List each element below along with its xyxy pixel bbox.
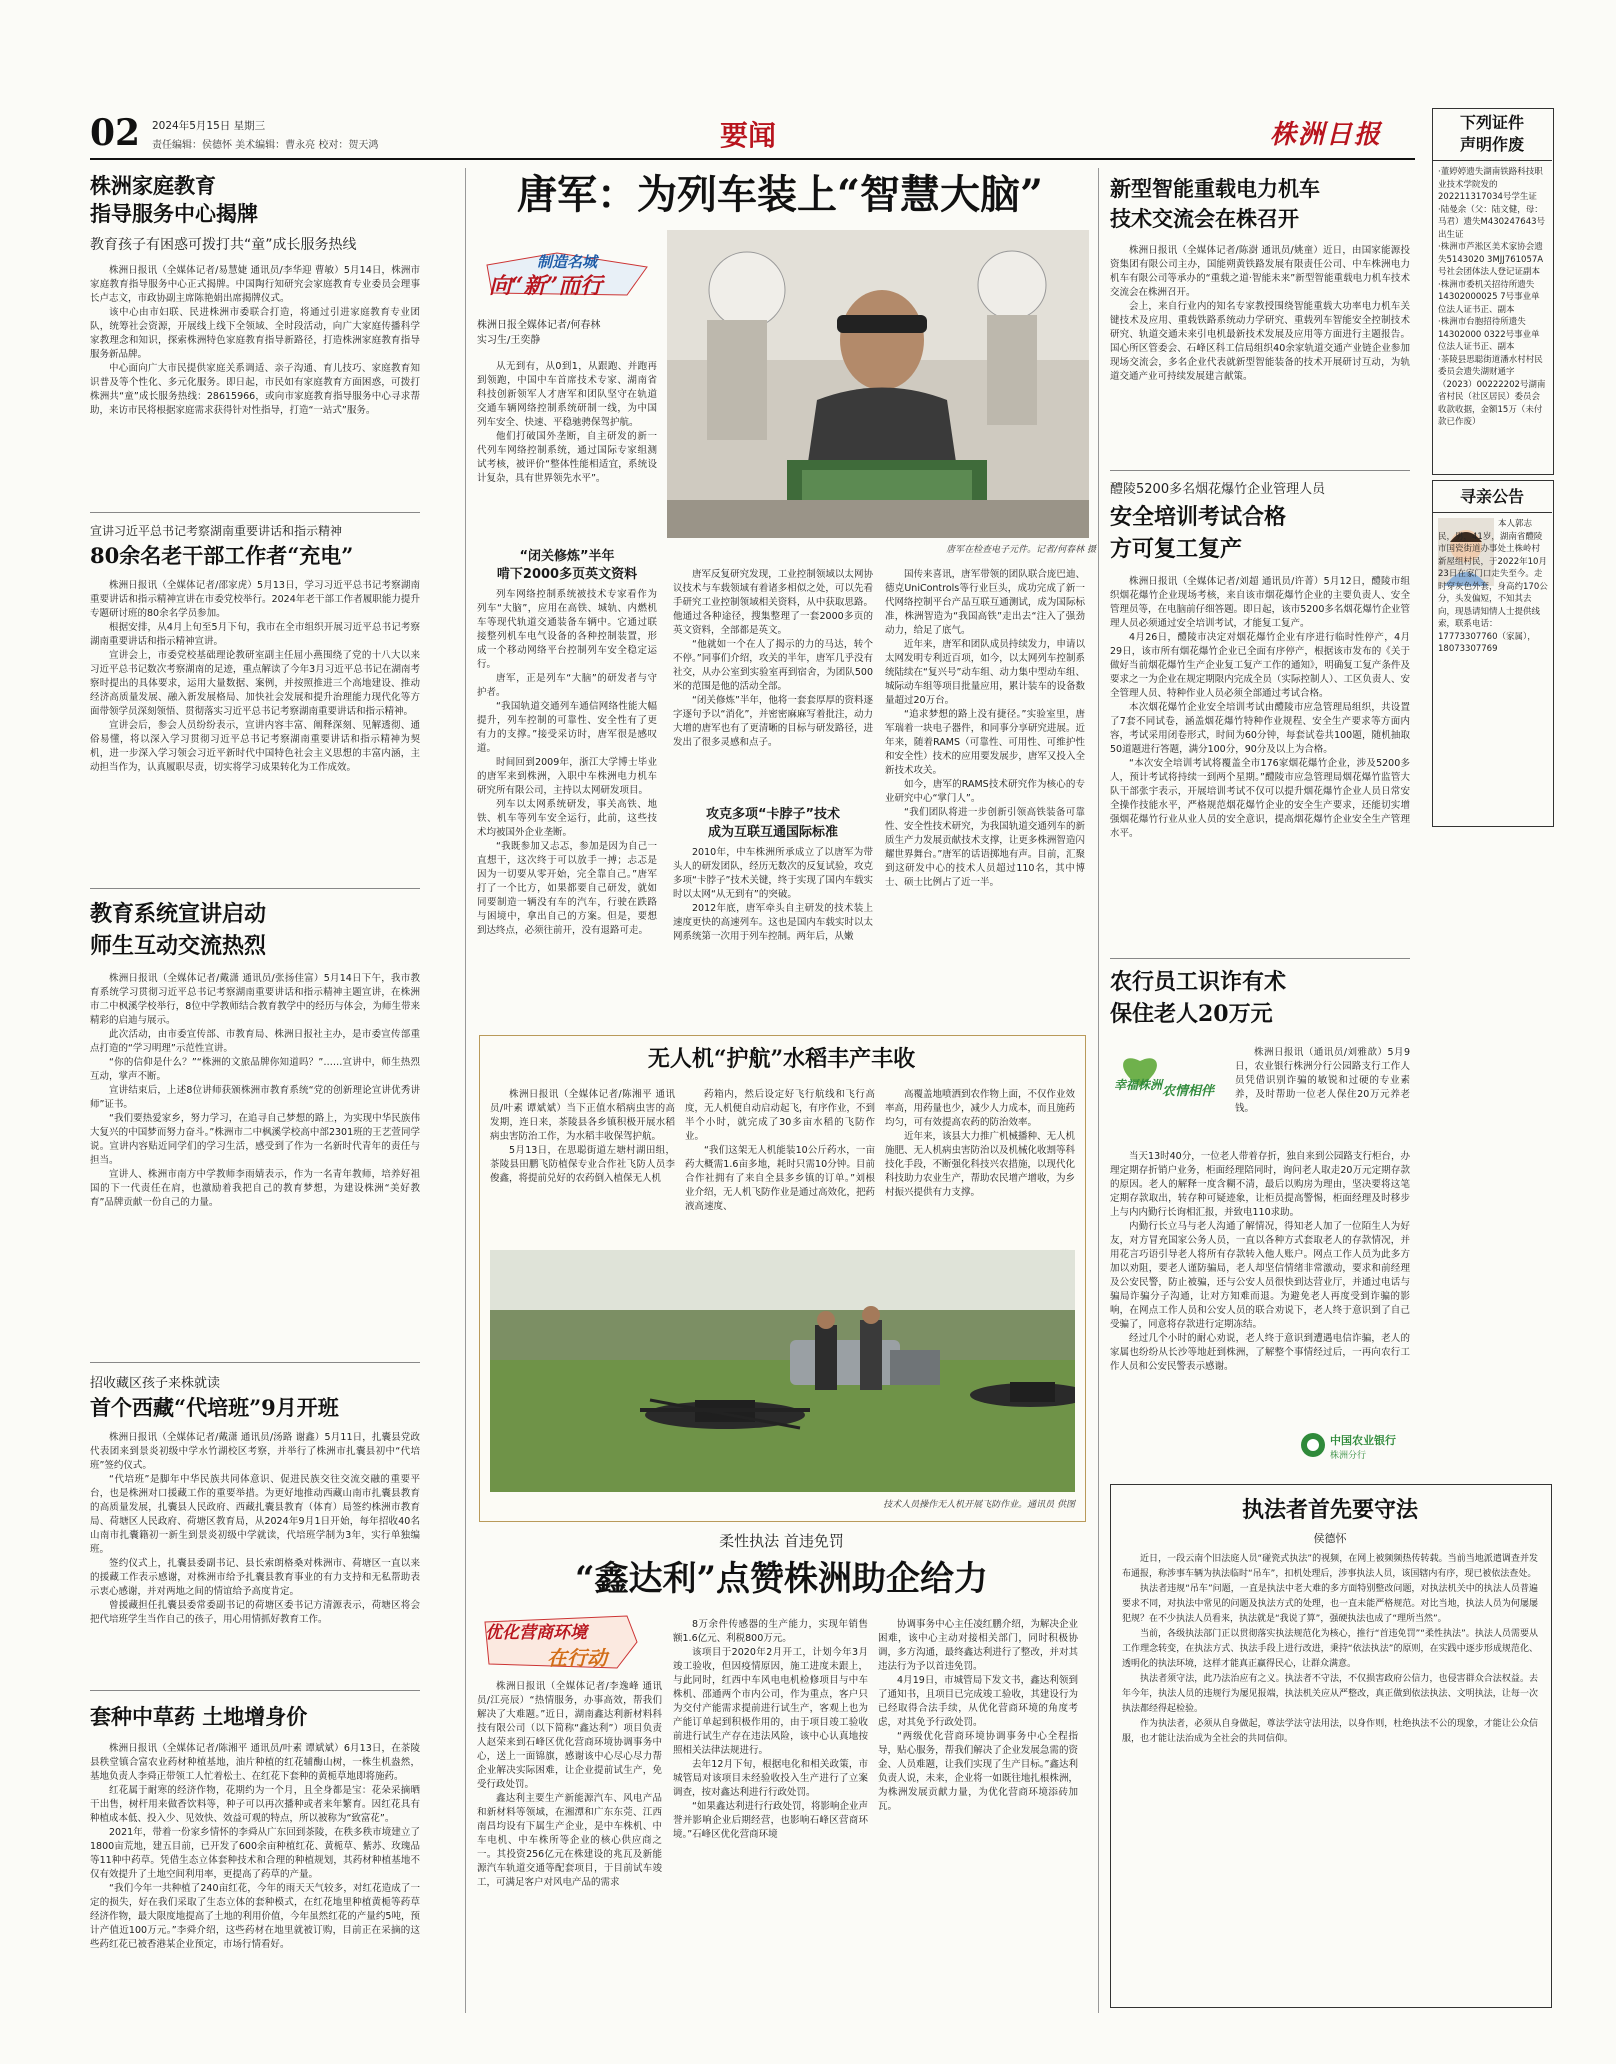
badge-line2: 向“新”而行 [489, 273, 603, 299]
article-body: 株洲日报讯（全媒体记者/戴潇 通讯员/张扬佳富）5月14日下午，我市教育系统学习贯彻习近平总书记考察湖南重要讲话和指示精神主题宣讲，在株洲市二中枫溪学校举行，8位中学教师结合教育教学中的经历与体会，为师生带来精彩的启迪与展示。 此次活动，由市委宣传部、市教育局、株洲日报社主办，是市委宣传部重点打造的“学习明理”示范性宣讲。 “你的信仰是什么？”“株洲的文旅品牌你知道吗？”……宣讲中，师生热烈互动，掌声不断。 宣讲结束后，上述8位讲师获颁株洲市教育系统“党的创新理论宣讲优秀讲师”证书。 “我们要热爱家乡，努力学习，在追寻自己梦想的路上，为实现中华民族伟大复兴的中国梦而努力奋斗。”株洲市二中枫溪学校高中部2301班的王艺萱同学说。宣讲内容贴近同学们的学习生活，感受到了作为一名新时代青年的责任与担当。 宣讲人、株洲市南方中学教师李雨婧表示，作为一名青年教师，培养好祖国的下一代责任在肩，也激励着我把自己的教育梦想，为建设株洲“美好教育”品牌贡献一份自己的力量。 [90, 973, 420, 1208]
notice-title: 下列证件 [1459, 113, 1524, 132]
headline: 套种中草药 土地增身价 [90, 1704, 308, 1729]
headline-line2: 技术交流会在株召开 [1110, 206, 1299, 231]
lead-headline: 唐军：为列车装上“智慧大脑” [516, 171, 1043, 218]
header-rule [90, 158, 1415, 160]
commentary-author: 侯德怀 [1313, 1532, 1347, 1545]
article-tibet-class [90, 1372, 420, 1681]
xindali-kicker: 柔性执法 首违免罚 [719, 1532, 844, 1550]
missing-person-text: 本人郭志民，男，41岁，湖南省醴陵市国瓷街道办事处土株岭村新屋组村民，于2022年10月23日在家门口走失至今。走时穿灰色外套，身高约170公分，头发偏短，不知其去向，现恳请知情人士提供线索，联系电话：17773307760（家属），18073307769 [1438, 519, 1548, 654]
article-body: 株洲日报讯（全媒体记者/陈湘平 通讯员/叶素 谭斌斌）6月13日，在茶陵县秩堂镇合富农业药材种植基地，油片种植的红花辅酶山树，一株生机盎然，基地负责人李舜正带领工人忙着松土、在红花下套种的黄栀草地即将施药。 红花属于耐寒的经济作物，花期约为一个月，且全身都是宝：花朵采摘晒干出售，树杆用来做香饮料等，种子可以再次播种或者来年繁育。因红花具有种植成本低、投入少、见效快、效益可观的特点，所以被称为“致富花”。 2021年，带着一份家乡情怀的李舜从广东回到茶陵，在秩多秩市境建立了1800亩荒地，建五目前，已开发了600余亩种植红花、黄栀草、紫苏、玫瑰品等11种中药草。凭借生态立体套种技术和合理的种植规划，其药材种植基地不仅有效提升了土地空间利用率，更提高了药草的产量。 “我们今年一共种植了240亩红花，今年的雨天天气较多，对红花造成了一定的损失，好在我们采取了生态立体的套种模式，在红花地里种植黄栀等药草经济作物，最大限度地提高了土地的利用价值，今年虽然红花的产量约5吨，预计产值近100万元。”李舜介绍，这些药材在地里就被订购，目前正在采摘的这些药红花已被香港某企业预定，市场行情看好。 [90, 1743, 420, 1950]
headline: 株洲家庭教育 [90, 173, 216, 198]
headline: 首个西藏“代培班”9月开班 [90, 1395, 339, 1420]
engineer-lab-image [667, 230, 1089, 538]
list-item: ·陆曼余（父：陆文健，母：马君）遗失M430247643号出生证 [1438, 204, 1546, 240]
missing-person-title: 寻亲公告 [1459, 487, 1524, 506]
article-body: 株洲日报讯（全媒体记者/易慧婕 通讯员/李华迎 曹敏）5月14日，株洲市家庭教育指导服务中心正式揭牌。中国陶行知研究会家庭教育专业委员会理事长卢志文，市政协副主席陈艳娟出席揭牌仪式。 该中心由市妇联、民进株洲市委联合打造，将通过引进家庭教育专业团队，统筹社会资源，开展线上线下全领域、全时段活动，向广大家庭传播科学家教理念和知识，探索株洲特色家庭教育指导新路径，打造株洲家庭教育指导服务新品牌。 中心面向广大市民提供家庭关系调适、亲子沟通、育儿技巧、家庭教育知识普及等个性化、多元化服务。即日起，市民如有家庭教育方面困惑，可拨打株洲共“童”成长服务热线：28615966，或向市家庭教育指导服务中心寻求帮助，来访市民将根据家庭需求获得针对性指导，打造“一站式”服务。 [90, 265, 420, 416]
drone-col2: 药箱内，然后设定好飞行航线和飞行高度，无人机便自动启动起飞，有序作业，不到半个小时，就完成了30多亩水稻的飞防作业。 “我们这架无人机能装10公斤药水，一亩药大概需1.6亩多地，耗时只需10分钟。目前合作社拥有了来自全县多乡镇的订单。”刘根业介绍，无人机飞防作业是通过高效化，把药液高速度、 [685, 1089, 875, 1212]
column-rule [465, 168, 466, 2013]
headline: 教育系统宣讲启动 [90, 901, 267, 927]
article-body: 株洲日报讯（全媒体记者/邵家虎）5月13日，学习习近平总书记考察湖南重要讲话和指示精神宣讲在市委党校举行。2024年老干部工作者履职能力提升专题研讨班的80余名学员参加。 根据安排，从4月上旬至5月下旬，我市在全市组织开展习近平总书记考察湖南重要讲话和指示精神宣讲。 宣讲会上，市委党校基础理论教研室副主任屈小燕围绕了党的十八大以来习近平总书记数次考察湖南的足迹，重点解读了今年3月习近平总书记在湖南考察时提出的具体要求，运用大量数据、案例，并按照推进三个高地建设、推动经济高质量发展、融入新发展格局、加快社会发展和提升治理能力现代化等方面带领学员深刻领悟、贯彻落实习近平总书记考察湖南重要讲话和指示精神。 宣讲会后，参会人员纷纷表示，宣讲内容丰富、阐释深刻、见解透彻、通俗易懂，将以深入学习贯彻习近平总书记考察湖南重要讲话和指示精神为契机，进一步深入学习领会习近平新时代中国特色社会主义思想的丰富内涵，主动担当作为，认真履职尽责，切实将学习成果转化为工作成效。 [90, 580, 420, 773]
issue-date: 2024年5月15日 星期三 [152, 120, 266, 132]
headline-line2: 指导服务中心揭牌 [90, 201, 258, 226]
column-rule [1098, 168, 1099, 2013]
drone-field-image [490, 1250, 1075, 1492]
list-item: ·株洲市台胞招待所遗失14302000 0322号事业单位法人证书正、副本 [1438, 317, 1540, 352]
commentary-headline: 执法者首先要守法 [1241, 1497, 1418, 1523]
badge-line2: 在行动 [547, 1646, 607, 1670]
headline-line2: 师生互动交流热烈 [90, 933, 267, 959]
divider [90, 512, 420, 513]
list-item: ·株洲市委机关招待所遗失14302000025 7号事业单位法人证书正、副本 [1438, 279, 1540, 315]
article-body: 株洲日报讯（全媒体记者/刘超 通讯员/许菁）5月12日，醴陵市组织烟花爆竹企业现场考核，来自该市烟花爆竹企业的主要负责人、安全管理员等，在电脑前仔细答题。即日起，该市5200多名烟花爆竹企业管理人员必须通过安全培训考试，才能复工复产。 4月26日，醴陵市决定对烟花爆竹企业有序进行临时性停产，4月29日，该市所有烟花爆竹企业已全面有序停产，根据该市发布的《关于做好当前烟花爆竹生产企业复工复产工作的通知》，明确复工复产条件及要求之一为企业在规定期限内完成全员（实际控制人）、工区负责人、安全管理人员、特种作业人员必须全部通过考试合格。 本次烟花爆竹企业安全培训考试由醴陵市应急管理局组织，共设置了7套不同试卷，涵盖烟花爆竹特种作业规程、安全生产要求等方面内容，考试采用闭卷形式，时间为60分钟，每套试卷共100题，随机抽取50道题进行答题，满分100分，90分及以上为合格。 “本次安全培训考试将覆盖全市176家烟花爆竹企业，涉及5200多人，预计考试将持续一到两个星期。”醴陵市应急管理局烟花爆竹监管大队干部张宇表示，开展培训考试不仅可以提升烟花爆竹企业人员日常安全操作技能水平，严格规范烟花爆竹企业的安全生产要求，还能切实增强烟花爆竹行业从业人员的安全意识，提高烟花爆竹企业安全生产管理水平。 [1110, 576, 1410, 839]
bank-lead-text: 株洲日报讯（通讯员/刘雅歆）5月9日，农业银行株洲分行公园路支行工作人员凭借识别诈骗的敏锐和过硬的专业素养，及时帮助一位老人保住20万元养老钱。 [1235, 1047, 1410, 1114]
commentary-body: 近日，一段云南个旧法庭人员“碰瓷式执法”的视频，在网上被频频热传转载。当前当地派遣调查并发布通报，称涉事车辆为执法临时“吊车”，扣机处理后，涉事执法人员，该国辖内有序，现已被依法查处。 执法者违规“吊车”问题，一直是执法中老大难的多方面特别整改问题，对执法机关中的执法人员普遍要求不同，对执法中常见的问题及执法方式的处理，也一直未能严格规范。对比当地，执法人员为何屡屡犯规？在不少执法人员看来，执法就是“我说了算”，强硬执法也成了“理所当然”。 当前，各级执法部门正以贯彻落实执法规范化为核心，推行“首违免罚”“柔性执法”。执法人员需要从工作理念转变，在执法方式、执法手段上进行改进，秉持“依法执法”的原则，在实践中逐步形成规范化、透明化的执法环境，这样才能真正赢得民心，让群众满意。 执法者须守法，此乃法治应有之义。执法者不守法，不仅损害政府公信力，也侵害群众合法权益。去年今年，执法人员的违规行为屡见报端，执法机关应从严整改，真正做到依法执法、文明执法，让每一次执法都经得起检验。 作为执法者，必须从自身做起，尊法学法守法用法，以身作则，杜绝执法不公的现象，才能让公众信服，也才能让法治成为全社会的共同信仰。 [1122, 1554, 1538, 1744]
kicker: 宣讲习近平总书记考察湖南重要讲话和指示精神 [90, 524, 343, 538]
badge-line2: 农情相伴 [1162, 1084, 1215, 1099]
divider [1432, 512, 1552, 513]
lead-col2-top: 唐军反复研究发现，工业控制领域以太网协议技术与车载领域有着诸多相似之处，可以先看手研究工业控制领域相关资料，从中获取思路。他通过各种途径，搜集整理了一套2000多页的英文资料，全部都是英文。 “他就如一个在人了揭示的力的马达，转个不停。”同事们介绍，攻关的半年，唐军几乎没有社交，从办公室到实验室再到宿舍，为团队500米的范围是他的活动全部。 “闭关修炼”半年，他将一套套厚厚的资料逐字逐句予以“消化”，并密密麻麻写着批注，动力大增的唐军也有了更清晰的目标与研发路径，进发出了很多灵感和点子。 [673, 569, 873, 748]
drone-photo [490, 1250, 1075, 1492]
badge-line1: 制造名城 [537, 253, 598, 271]
article-body: 株洲日报讯（全媒体记者/戴潇 通讯员/汤路 谢鑫）5月11日，扎囊县党政代表团来到景炎初级中学水竹湖校区考察，并举行了株洲市扎囊县初中“代培班”签约仪式。 “代培班”是脚年中华民族共同体意识、促进民族交往交流交融的重要平台，也是株洲对口援藏工作的重要举措。为更好地推动西藏山南市扎囊县教育的高质量发展，扎囊县人民政府、西藏扎囊县教育（体育）局签约株洲市教育局、荷塘区人民政府、荷塘区教育局，从2024年9月1日开始，每年招收40名山南市扎囊籍初一新生到景炎初级中学就读，代培班学制为3年，实行单独编班。 签约仪式上，扎囊县委副书记、县长索朗格桑对株洲市、荷塘区一直以来的援藏工作表示感谢，对株洲市给予扎囊县教育事业的有力支持和无私帮助表示衷心感谢，并对两地之间的情谊给予高度肯定。 曾援藏担任扎囊县委常委副书记的荷塘区委书记方清源表示，荷塘区将会把代培班学生当作自己的孩子，用心用情抓好教育工作。 [90, 1432, 420, 1625]
divider [90, 1690, 420, 1691]
xindali-col3: 协调事务中心主任凌红鹏介绍，为解决企业困难，该中心主动对接相关部门，同时积极协调，多方沟通，最终鑫达利进行了整改，并对其违法行为予以首违免罚。 4月19日，市城管局下发文书，鑫达利领到了通知书，且项目已完成竣工验收，其建设行为已经取得合法手续，从优化营商环境的角度考虑，对其免予行政处罚。 “两级优化营商环境协调事务中心全程指导，贴心服务，帮我们解决了企业发展急需的资金、人员难题，让我们实现了生产目标。”鑫达利负责人说，未来，企业将一如既往地扎根株洲，为株洲发展贡献力量，为优化营商环境添砖加瓦。 [878, 1619, 1078, 1812]
abc-badge [1110, 1046, 1230, 1106]
kicker: 招收藏区孩子来株就读 [90, 1376, 221, 1391]
article-veteran-cadres [90, 522, 420, 909]
kicker: 醴陵5200多名烟花爆竹企业管理人员 [1110, 482, 1326, 497]
section-title: 要闻 [720, 119, 777, 152]
drone-headline: 无人机“护航”水稻丰产丰收 [647, 1046, 916, 1072]
drone-photo-caption: 技术人员操作无人机开展飞防作业。通讯员 供图 [883, 1500, 1075, 1510]
article-fireworks-safety [1110, 478, 1410, 947]
article-bank-fraud [1110, 966, 1410, 1030]
lead-photo [667, 230, 1089, 538]
xindali-col2: 8万余件传感器的生产能力，实现年销售额1.6亿元、利税800万元。 该项目于2020年2月开工，计划今年3月竣工验收，但因疫情原因，施工进度未跟上，与此同时，红西中车风电电机检修项目与中车株机、邵通两个市内公司，作为重点，客户只为交付产能需求提前进行试生产，客观上也为产能订单起到积极作用的，由于项目竣工验收前进行试生产存在违法风险，该中心认真地按照相关法律法规进行。 去年12月下旬，根据电化和相关政策，市城管局对该项目未经验收投入生产进行了立案调查，按对鑫达利进行行政处罚。 “如果鑫达利进行行政处罚，将影响企业声誉并影响企业后期经营，也影响石峰区营商环境。”石峰区优化营商环境 [673, 1619, 868, 1840]
lead-col2-body: 2010年，中车株洲所承成立了以唐军为带头人的研发团队，经历无数次的反复试验，攻克多项“卡脖子”技术关键，终于实现了国内车载实时以太网“从无到有”的突破。 2012年底，唐军牵头自主研发的技术装上速度更快的高速列车。这也是国内车载实时以太网系统第一次用于列车控制。两年后，从嫩 [673, 847, 873, 942]
article-body: 当天13时40分，一位老人带着存折，独自来到公园路支行柜台，办理定期存折销户业务，柜面经理陪同时，询问老人取走20万元定期存款的原因。老人的解释一度含糊不清，最后以购房为理由，坚决要将这笔定期存款取出，转存种可疑迹象，让柜员提高警惕，柜面经理及时移步上与内内勤行长询相汇报，并致电110求助。 内勤行长立马与老人沟通了解情况，得知老人加了一位陌生人为好友，对方冒充国家公务人员，一直以各种方式套取老人的存款情况，并用花言巧语引导老人将所有存款转入他人账户。网点工作人员为此多方加以劝阻，要老人谨防骗局，老人却坚信情绪非常激动，要求和前经理及公安民警，防止被骗，还与公安人员很快到达营业厅，并通过电话与骗局诈骗分子沟通，让对方知难而退。为避免老人再度受到诈骗的影响，在网点工作人员和公安人员的联合劝说下，老人终于意识到了自己受骗了，同意将存款进行定期冻结。 经过几个小时的耐心劝说，老人终于意识到遭遇电信诈骗，老人的家属也纷纷从长沙等地赶到株洲，了解整个事情经过后，一再向农行工作人员和公安民警表示感谢。 [1110, 1151, 1410, 1372]
article-body: 株洲日报讯（全媒体记者/陈澍 通讯员/姚童）近日，由国家能源投资集团有限公司主办，国能朔黄铁路发展有限责任公司、中车株洲电力机车有限公司等承办的“重载之道·智能未来”新型智能重载电力机车技术交流会在株洲召开。 会上，来自行业内的知名专家教授围绕智能重载大功率电力机车关键技术及应用、重载铁路系统动力学研究、重载列车智能安全控制技术研究、轨道交通未来引电机最新技术发展及应用等方面进行主题报告。国心所区管委会、石峰区科工信局组织40余家轨道交通产业链企业参加现场交流会，多名企业代表就新型智能装备的技术开展研讨互动，为轨道交通产业可持续发展建言献策。 [1110, 245, 1410, 382]
lead-col1-body: 列车网络控制系统被技术专家看作为列车“大脑”，应用在高铁、城轨、内燃机车等现代轨道交通装备车辆中。它通过联接整列机车电气设备的各种控制装置，形成一个移动网络平台控制列车安全稳定运行。 唐军，正是列车“大脑”的研发者与守护者。 “我国轨道交通列车通信网络性能大幅提升，列车控制的可靠性、安全性有了更有力的支撑。”接受采访时，唐军很是感叹道。 时间回到2009年，浙江大学博士毕业的唐军来到株洲，入职中车株洲电力机车研究所有限公司，主持以太网研发项目。 列车以太网系统研发，事关高铁、地铁、机车等列车安全运行，此前，这些技术均被国外企业垄断。 “我既参加又忐忑，参加是因为自己一直想干，这次终于可以放手一搏；忐忑是因为一切要从零开始，完全靠自己。”唐军打了一个比方，如果都要自己研发，就如同要制造一辆没有车的汽车，行驶在跌路与困境中，拿出自己的方案。但是，要想到达终点，必须往前开，没有退路可走。 [477, 589, 657, 936]
list-item: ·董婷婷遗失湖南铁路科技职业技术学院发的202211317034号学生证 [1438, 167, 1543, 202]
lead-photo-caption: 唐军在检查电子元件。记者/何春林 摄 [946, 545, 1096, 555]
article-herbs [90, 1700, 420, 2040]
divider [90, 888, 420, 889]
list-item: ·株洲市芦淞区美术家协会遗失5143020 3MJJ761057A号社会团体法人登记证副本 [1438, 242, 1544, 277]
list-item: ·茶陵县思聪街道潘水村村民委员会遗失湖财通字（2023）00222202号湖南省村民（社区居民）委员会收款收据，金额15万（未付款已作废） [1438, 354, 1546, 427]
lead-subhead-1: “闭关修炼”半年 啃下2000多页英文资料 [496, 549, 638, 582]
divider [90, 1362, 420, 1363]
notice-title-line2: 声明作废 [1459, 135, 1524, 154]
business-env-badge [477, 1612, 642, 1672]
badge-line1: 幸福株洲 [1114, 1078, 1163, 1092]
abc-logo-icon [1300, 1432, 1326, 1458]
subheadline: 教育孩子有困惑可拨打共“童”成长服务热线 [90, 237, 357, 253]
lead-byline: 株洲日报全媒体记者/何春林 实习生/王奕静 [477, 320, 601, 346]
headline-line2: 保住老人20万元 [1110, 1001, 1273, 1027]
bank-name: 中国农业银行 [1330, 1434, 1396, 1447]
bank-branch: 株洲分行 [1330, 1451, 1367, 1461]
lead-subhead-2: 攻克多项“卡脖子”技术 成为互联互通国际标准 [705, 807, 841, 840]
xindali-headline: “鑫达利”点赞株洲助企给力 [574, 1559, 989, 1599]
article-education-lecture [90, 898, 420, 1362]
editor-credits: 责任编辑：侯德怀 美术编辑：曹永亮 校对：贺天鸿 [152, 140, 379, 151]
page-header [90, 110, 1415, 158]
xindali-col1: 株洲日报讯（全媒体记者/李逸峰 通讯员/江亮辰）“热情服务，办事高效，帮我们解决了大难题。”近日，湖南鑫达利新材料科技有限公司（以下简称“鑫达利”）项目负责人赵荣来到石峰区优化营商环境协调事务中心，送上一面锦旗，感谢该中心尽心尽力帮企业解决实际困难，让企业提前试生产，免受行政处罚。 鑫达利主要生产新能源汽车、风电产品和新材料等领域，在湘潭和广东东莞、江西南昌均设有下属生产企业，是中车株机、中车电机、中车株所等企业的核心供应商之一。其投资256亿元在株建设的兆瓦及新能源汽车轨道交通等配套项目，于目前试车竣工，可满足客户对风电产品的需求 [477, 1681, 662, 1888]
article-locomotive [1110, 174, 1410, 444]
drone-col1: 株洲日报讯（全媒体记者/陈湘平 通讯员/叶素 谭斌斌）当下正值水稻病虫害的高发期，连日来，茶陵县各乡镇积极开展水稻病虫害防治工作，为水稻丰收保驾护航。 5月13日，在思聪街道左塘村湖田组，茶陵县田鹏飞防植保专业合作社飞防人员李俊鑫，将提前兑好的农药倒入植保无人机 [490, 1089, 675, 1184]
headline: 新型智能重载电力机车 [1110, 176, 1320, 201]
divider [1110, 958, 1410, 959]
lead-badge [477, 245, 657, 300]
divider [1110, 470, 1410, 471]
page-number: 02 [90, 112, 141, 154]
masthead-logo: 株洲日报 [1270, 120, 1383, 150]
headline: 80余名老干部工作者“充电” [90, 543, 354, 568]
notice-list [1438, 166, 1548, 468]
abc-bank-logo [1300, 1428, 1410, 1468]
lead-col3: 国传来喜讯，唐军带领的团队联合庞巴迪、德克UniControls等行业巨头，成功完成了新一代网络控制平台产品互联互通测试，成为国际标准，株洲智造为“我国高铁”走出去“注入了强劲动力，给足了底气。 近年来，唐军和团队成员持续发力，申请以太网发明专利近百项，如今，以太网列车控制系统陆续在“复兴号”动车组、动力集中型动车组、城际动车组等项目批量应用，累计装车的设备数量超过20万台。 “追求梦想的路上没有捷径。”实验室里，唐军瑞着一块电子器件，和同事分享研究进展。近年来，随着RAMS（可靠性、可用性、可维护性和安全性）技术的应用要发展步，唐军又投入全新技术攻关。 如今，唐军的RAMS技术研究作为核心的专业研究中心“掌门人”。 “我们团队将进一步创新引领高铁装备可靠性、安全性技术研究，为我国轨道交通列车的新质生产力发展贡献技术支撑，让更多株洲智造闪耀世界舞台。”唐军的话语掷地有声。目前，汇聚到这研发中心的技术人员超过110名，其中博士、硕士比例占了近一半。 [885, 569, 1085, 888]
lead-col1-top: 从无到有，从0到1，从跟跑、并跑再到领跑，中国中车首席技术专家、湖南省科技创新领军人才唐军和团队坚守在轨道交通车辆网络控制系统研制一线，为中国列车安全、快速、平稳驰骋保驾护航。 他们打破国外垄断，自主研发的新一代列车网络控制系统，通过国际专家组测试考核，被评价“整体性能相适宜，系统设计复杂，具有世界领先水平”。 [477, 361, 657, 484]
headline: 安全培训考试合格 [1110, 504, 1287, 530]
divider [1432, 160, 1552, 161]
headline: 农行员工识诈有术 [1110, 969, 1287, 995]
drone-col3: 高覆盖地喷洒到农作物上面，不仅作业效率高，用药量也少，减少人力成本，而且施药均匀，可有效提高农药的防治效率。 近年来，该县大力推广机械播种、无人机施肥、无人机病虫害防治以及机械化收割等科技化手段，不断强化科技兴农措施，以现代化科技助力农业生产，帮助农民增产增收，为乡村振兴提供有力支撑。 [885, 1089, 1075, 1198]
headline-line2: 方可复工复产 [1110, 536, 1243, 562]
badge-line1: 优化营商环境 [485, 1623, 587, 1643]
article-family-education [90, 172, 420, 489]
